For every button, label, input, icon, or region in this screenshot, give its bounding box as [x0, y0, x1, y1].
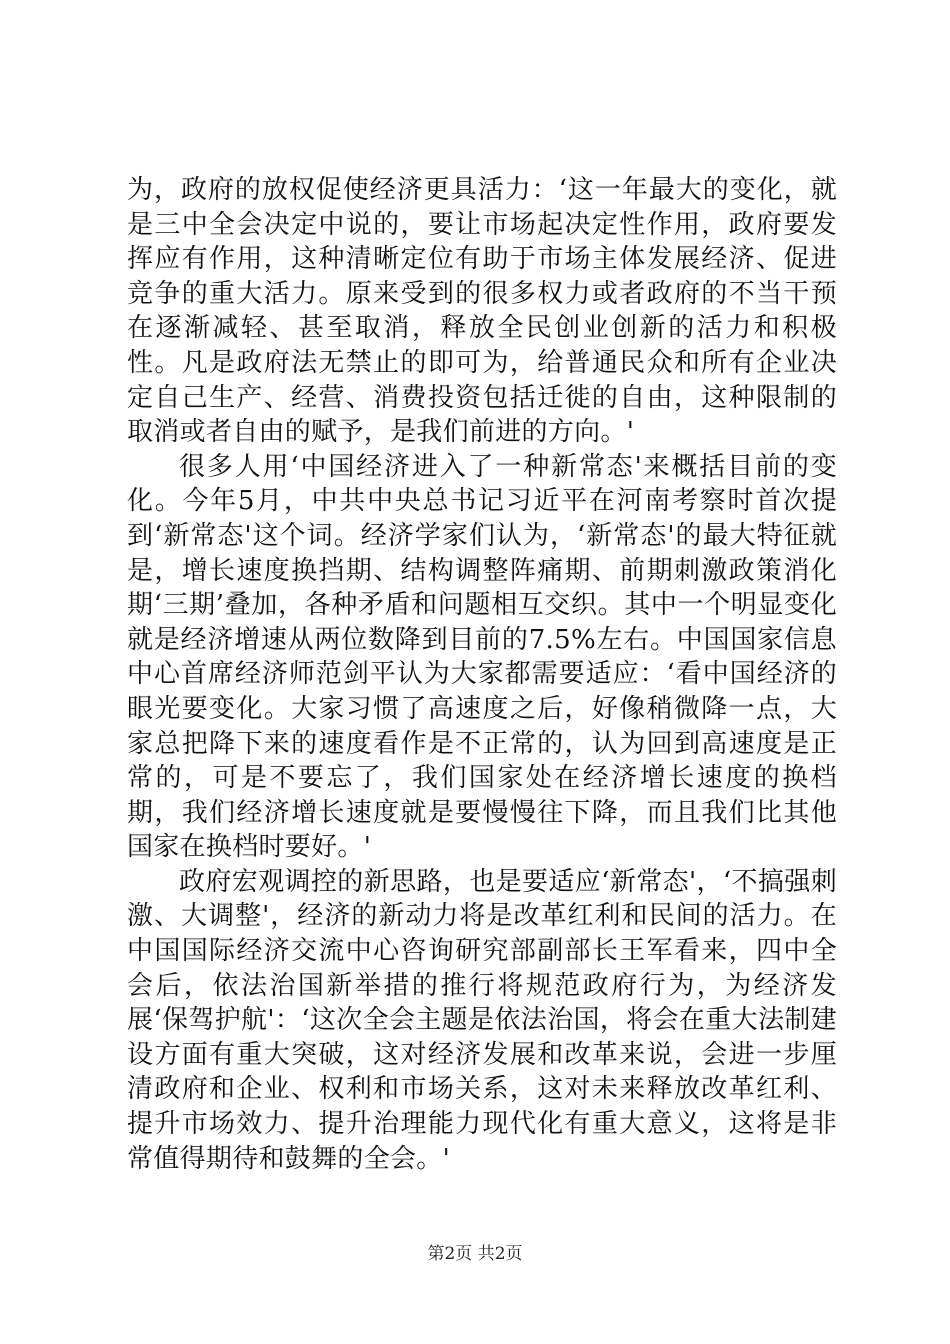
paragraph-2: 很多人用‘中国经济进入了一种新常态'来概括目前的变化。今年5月，中共中央总书记习近平在河南考察时首次提到‘新常态'这个词。经济学家们认为，‘新常态'的最大特征就是，增长速度换挡期、结构调整阵痛期、前期刺激政策消化期‘三期’叠加，各种矛盾和问题相互交织。其中一个明显变化就是经济增速从两位数降到目前的7.5%左右。中国国家信息中心首席经济师范剑平认为大家都需要适应：‘看中国经济的眼光要变化。大家习惯了高速度之后，好像稍微降一点，大家总把降下来的速度看作是不正常的，认为回到高速度是正常的，可是不要忘了，我们国家处在经济增长速度的换档期，我们经济增长速度就是要慢慢往下降，而且我们比其他国家在换档时要好。' — [127, 451, 837, 863]
paragraph-1: 为，政府的放权促使经济更具活力：‘这一年最大的变化，就是三中全会决定中说的，要让市场起决定性作用，政府要发挥应有作用，这种清晰定位有助于市场主体发展经济、促进竞争的重大活力。原来受到的很多权力或者政府的不当干预在逐渐减轻、甚至取消，释放全民创业创新的活力和积极性。凡是政府法无禁止的即可为，给普通民众和所有企业决定自己生产、经营、消费投资包括迁徙的自由，这种限制的取消或者自由的赋予，是我们前进的方向。' — [127, 175, 837, 448]
paragraph-3: 政府宏观调控的新思路，也是要适应‘新常态'，‘不搞强刺激、大调整'，经济的新动力将是改革红利和民间的活力。在中国国际经济交流中心咨询研究部副部长王军看来，四中全会后，依法治国新举措的推行将规范政府行为，为经济发展‘保驾护航'：‘这次全会主题是依法治国，将会在重大法制建设方面有重大突破，这对经济发展和改革来说，会进一步厘清政府和企业、权利和市场关系，这对未来释放改革红利、提升市场效力、提升治理能力现代化有重大意义，这将是非常值得期待和鼓舞的全会。' — [127, 866, 837, 1174]
page-number-footer: 第2页 共2页 — [427, 1244, 523, 1264]
document-body — [127, 173, 837, 1176]
